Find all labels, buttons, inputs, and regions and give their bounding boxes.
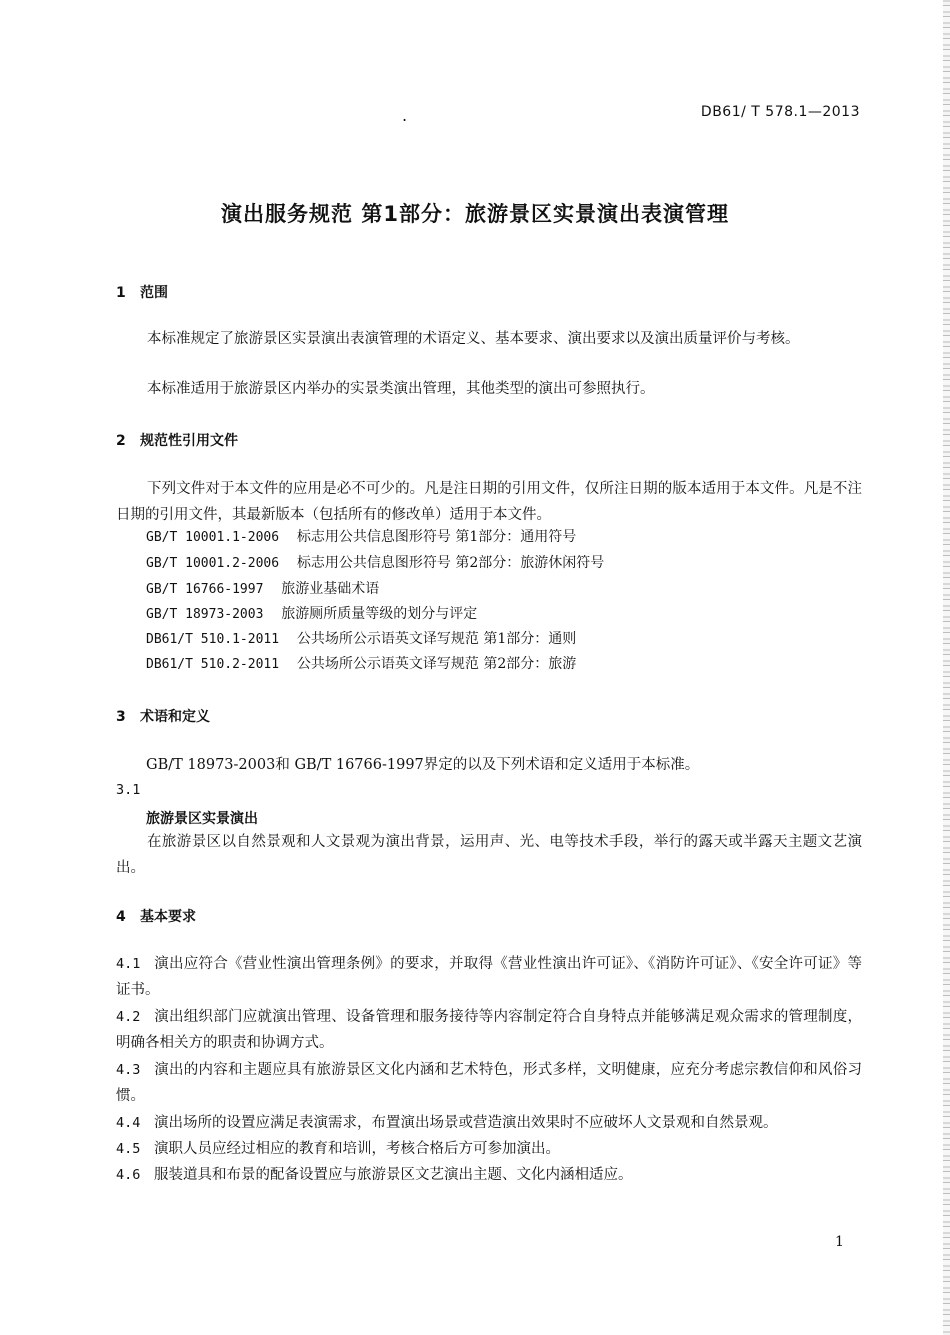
reference-item xyxy=(146,551,604,576)
reference-code: GB/T 10001.1-2006 xyxy=(146,530,280,545)
reference-title: 标志用公共信息图形符号 第1部分：通用符号 xyxy=(296,529,577,545)
requirement-number: 4.1 xyxy=(116,956,141,972)
reference-title: 公共场所公示语英文译写规范 第1部分：通则 xyxy=(296,631,577,647)
document-title: 演出服务规范 第1部分：旅游景区实景演出表演管理 xyxy=(221,202,729,226)
header-dot: . xyxy=(402,106,408,125)
reference-code: GB/T 16766-1997 xyxy=(146,582,264,597)
reference-code: DB61/T 510.1-2011 xyxy=(146,632,280,647)
section-number: 4 xyxy=(116,909,126,925)
terms-intro: GB/T 18973-2003和 GB/T 16766-1997界定的以及下列术语和定义适用于本标准。 xyxy=(146,757,700,773)
section-number: 2 xyxy=(116,433,126,449)
requirement-item xyxy=(116,1057,862,1109)
section-number: 3 xyxy=(116,709,126,725)
reference-item xyxy=(146,652,576,677)
reference-item xyxy=(146,602,477,627)
section-3-heading xyxy=(116,706,210,726)
reference-code: DB61/T 510.2-2011 xyxy=(146,657,280,672)
requirement-item xyxy=(116,1004,862,1056)
requirement-text: 服装道具和布景的配备设置应与旅游景区文艺演出主题、文化内涵相适应。 xyxy=(154,1167,633,1183)
term-definition: 在旅游景区以自然景观和人文景观为演出背景，运用声、光、电等技术手段，举行的露天或半露天主题文艺演出。 xyxy=(116,834,862,876)
term-number: 3.1 xyxy=(116,782,141,798)
reference-code: GB/T 10001.2-2006 xyxy=(146,556,280,571)
requirement-number: 4.2 xyxy=(116,1009,141,1025)
scope-paragraph-1: 本标准规定了旅游景区实景演出表演管理的术语定义、基本要求、演出要求以及演出质量评价与考核。 xyxy=(147,331,800,347)
reference-item xyxy=(146,525,576,550)
requirement-number: 4.5 xyxy=(116,1141,141,1157)
references-intro: 下列文件对于本文件的应用是必不可少的。凡是注日期的引用文件，仅所注日期的版本适用于本文件。凡是不注日期的引用文件，其最新版本（包括所有的修改单）适用于本文件。 xyxy=(116,481,862,523)
requirement-text: 演出场所的设置应满足表演需求，布置演出场景或营造演出效果时不应破坏人文景观和自然景观。 xyxy=(154,1115,778,1131)
reference-item xyxy=(146,577,379,602)
section-title: 范围 xyxy=(140,285,168,301)
reference-title: 标志用公共信息图形符号 第2部分：旅游休闲符号 xyxy=(296,555,605,571)
requirement-item xyxy=(116,1110,862,1136)
section-title: 术语和定义 xyxy=(140,709,210,725)
standard-code: DB61/ T 578.1—2013 xyxy=(700,104,860,120)
reference-code: GB/T 18973-2003 xyxy=(146,607,264,622)
section-title: 规范性引用文件 xyxy=(140,433,238,449)
section-2-heading xyxy=(116,430,238,450)
requirement-number: 4.4 xyxy=(116,1115,141,1131)
requirement-text: 演出的内容和主题应具有旅游景区文化内涵和艺术特色，形式多样，文明健康，应充分考虑宗教信仰和风俗习惯。 xyxy=(116,1062,862,1104)
requirement-text: 演职人员应经过相应的教育和培训，考核合格后方可参加演出。 xyxy=(154,1141,560,1157)
section-4-heading xyxy=(116,906,196,926)
scope-paragraph-2: 本标准适用于旅游景区内举办的实景类演出管理，其他类型的演出可参照执行。 xyxy=(147,381,655,397)
requirement-item xyxy=(116,951,862,1003)
reference-title: 旅游业基础术语 xyxy=(281,581,380,597)
section-title: 基本要求 xyxy=(140,909,196,925)
section-number: 1 xyxy=(116,285,126,301)
reference-item xyxy=(146,627,576,652)
requirement-number: 4.3 xyxy=(116,1062,141,1078)
page-number: 1 xyxy=(835,1234,844,1250)
requirement-item xyxy=(116,1162,862,1188)
section-1-heading xyxy=(116,282,168,302)
requirement-item xyxy=(116,1136,862,1162)
term-name: 旅游景区实景演出 xyxy=(146,811,258,827)
reference-title: 公共场所公示语英文译写规范 第2部分：旅游 xyxy=(296,656,577,672)
requirement-text: 演出应符合《营业性演出管理条例》的要求，并取得《营业性演出许可证》、《消防许可证》、《安全许可证》等证书。 xyxy=(116,956,862,998)
requirement-number: 4.6 xyxy=(116,1167,141,1183)
reference-title: 旅游厕所质量等级的划分与评定 xyxy=(281,606,478,622)
requirement-text: 演出组织部门应就演出管理、设备管理和服务接待等内容制定符合自身特点并能够满足观众需求的管理制度，明确各相关方的职责和协调方式。 xyxy=(116,1009,862,1051)
